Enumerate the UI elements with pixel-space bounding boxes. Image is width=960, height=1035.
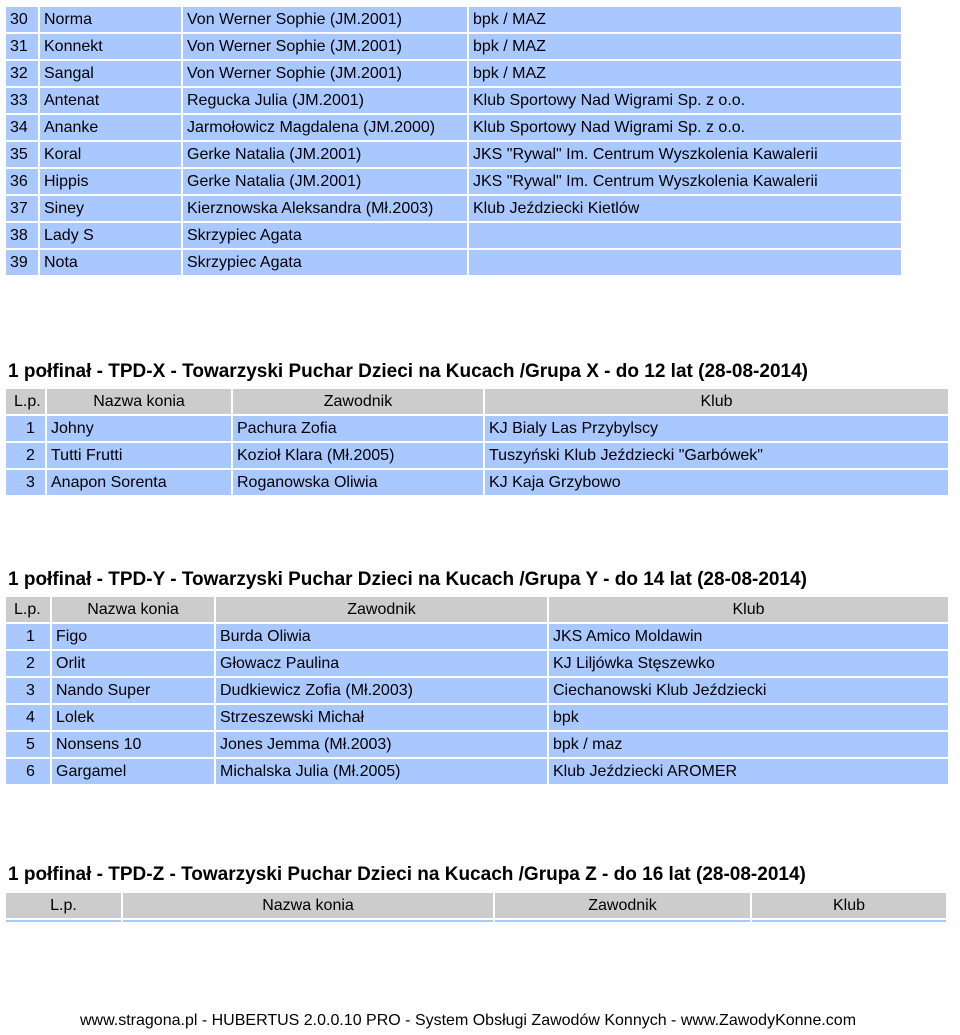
horse-cell	[123, 920, 493, 922]
club-cell: bpk / MAZ	[469, 34, 901, 59]
results-table-y	[4, 595, 950, 786]
header-lp: L.p.	[6, 389, 45, 414]
table-row	[6, 61, 901, 86]
header-club: Klub	[549, 597, 948, 622]
club-cell: Klub Sportowy Nad Wigrami Sp. z o.o.	[469, 88, 901, 113]
table-row	[6, 88, 901, 113]
footer-text: www.stragona.pl - HUBERTUS 2.0.0.10 PRO - System Obsługi Zawodów Konnych - www.ZawodyKonne.com	[80, 1012, 857, 1029]
horse-cell: Norma	[40, 7, 181, 32]
club-cell: Ciechanowski Klub Jeździecki	[549, 678, 948, 703]
horse-cell: Hippis	[40, 169, 181, 194]
table-row	[6, 169, 901, 194]
horse-cell: Johny	[47, 416, 231, 441]
lp-cell: 2	[6, 651, 50, 676]
club-cell: Klub Jeździecki AROMER	[549, 759, 948, 784]
horse-cell: Orlit	[52, 651, 214, 676]
table-row	[6, 732, 948, 757]
rider-cell: Kozioł Klara (Mł.2005)	[233, 443, 483, 468]
rider-cell	[495, 920, 750, 922]
lp-cell: 1	[6, 416, 45, 441]
club-cell: Klub Jeździecki Kietlów	[469, 196, 901, 221]
horse-cell: Koral	[40, 142, 181, 167]
header-horse: Nazwa konia	[47, 389, 231, 414]
club-cell: Tuszyński Klub Jeździecki "Garbówek"	[485, 443, 948, 468]
table-row	[6, 705, 948, 730]
lp-cell: 35	[6, 142, 38, 167]
results-table-x	[4, 387, 950, 497]
table-row	[6, 34, 901, 59]
rider-cell: Głowacz Paulina	[216, 651, 547, 676]
lp-cell: 4	[6, 705, 50, 730]
club-cell: KJ Liljówka Stęszewko	[549, 651, 948, 676]
rider-cell: Strzeszewski Michał	[216, 705, 547, 730]
table-row	[6, 416, 948, 441]
table-row	[6, 651, 948, 676]
table-header-row	[6, 389, 948, 414]
table-row	[6, 624, 948, 649]
horse-cell: Gargamel	[52, 759, 214, 784]
horse-cell: Nota	[40, 250, 181, 275]
section-title-y: 1 połfinał - TPD-Y - Towarzyski Puchar Dzieci na Kucach /Grupa Y - do 14 lat (28-08-2014)	[8, 569, 807, 590]
table-header-row	[6, 893, 946, 918]
header-club: Klub	[485, 389, 948, 414]
table-row	[6, 250, 901, 275]
lp-cell: 33	[6, 88, 38, 113]
rider-cell: Jones Jemma (Mł.2003)	[216, 732, 547, 757]
club-cell: bpk / MAZ	[469, 61, 901, 86]
club-cell: JKS Amico Moldawin	[549, 624, 948, 649]
club-cell: bpk / maz	[549, 732, 948, 757]
horse-cell: Figo	[52, 624, 214, 649]
club-cell	[469, 250, 901, 275]
table-row	[6, 920, 946, 922]
horse-cell: Nonsens 10	[52, 732, 214, 757]
club-cell: bpk	[549, 705, 948, 730]
header-club: Klub	[752, 893, 946, 918]
rider-cell: Gerke Natalia (JM.2001)	[183, 169, 467, 194]
table-row	[6, 196, 901, 221]
club-cell	[752, 920, 946, 922]
horse-cell: Ananke	[40, 115, 181, 140]
horse-cell: Sangal	[40, 61, 181, 86]
table-row	[6, 115, 901, 140]
club-cell: Klub Sportowy Nad Wigrami Sp. z o.o.	[469, 115, 901, 140]
horse-cell: Nando Super	[52, 678, 214, 703]
horse-cell: Lady S	[40, 223, 181, 248]
table-row	[6, 7, 901, 32]
club-cell: KJ Bialy Las Przybylscy	[485, 416, 948, 441]
lp-cell: 30	[6, 7, 38, 32]
header-horse: Nazwa konia	[52, 597, 214, 622]
rider-cell: Von Werner Sophie (JM.2001)	[183, 34, 467, 59]
section-title-x: 1 połfinał - TPD-X - Towarzyski Puchar Dzieci na Kucach /Grupa X - do 12 lat (28-08-2014)	[8, 361, 808, 382]
rider-cell: Michalska Julia (Mł.2005)	[216, 759, 547, 784]
horse-cell: Antenat	[40, 88, 181, 113]
club-cell: KJ Kaja Grzybowo	[485, 470, 948, 495]
club-cell: bpk / MAZ	[469, 7, 901, 32]
lp-cell: 3	[6, 470, 45, 495]
club-cell	[469, 223, 901, 248]
horse-cell: Konnekt	[40, 34, 181, 59]
horse-cell: Lolek	[52, 705, 214, 730]
rider-cell: Dudkiewicz Zofia (Mł.2003)	[216, 678, 547, 703]
rider-cell: Pachura Zofia	[233, 416, 483, 441]
club-cell: JKS "Rywal" Im. Centrum Wyszkolenia Kawalerii	[469, 142, 901, 167]
lp-cell: 1	[6, 624, 50, 649]
table-row	[6, 759, 948, 784]
lp-cell: 39	[6, 250, 38, 275]
table-row	[6, 142, 901, 167]
rider-cell: Jarmołowicz Magdalena (JM.2000)	[183, 115, 467, 140]
table-row	[6, 678, 948, 703]
table-row	[6, 223, 901, 248]
header-rider: Zawodnik	[233, 389, 483, 414]
lp-cell: 5	[6, 732, 50, 757]
lp-cell: 31	[6, 34, 38, 59]
rider-cell: Burda Oliwia	[216, 624, 547, 649]
header-horse: Nazwa konia	[123, 893, 493, 918]
rider-cell: Von Werner Sophie (JM.2001)	[183, 7, 467, 32]
rider-cell: Skrzypiec Agata	[183, 223, 467, 248]
header-lp: L.p.	[6, 597, 50, 622]
table-row	[6, 443, 948, 468]
lp-cell: 36	[6, 169, 38, 194]
table-row	[6, 470, 948, 495]
lp-cell: 38	[6, 223, 38, 248]
lp-cell: 3	[6, 678, 50, 703]
rider-cell: Roganowska Oliwia	[233, 470, 483, 495]
lp-cell: 6	[6, 759, 50, 784]
lp-cell: 32	[6, 61, 38, 86]
table-header-row	[6, 597, 948, 622]
rider-cell: Kierznowska Aleksandra (Mł.2003)	[183, 196, 467, 221]
lp-cell	[6, 920, 121, 922]
results-table-z	[4, 891, 948, 924]
rider-cell: Skrzypiec Agata	[183, 250, 467, 275]
horse-cell: Tutti Frutti	[47, 443, 231, 468]
horse-cell: Siney	[40, 196, 181, 221]
rider-cell: Regucka Julia (JM.2001)	[183, 88, 467, 113]
top-results-table	[4, 5, 903, 277]
header-lp: L.p.	[6, 893, 121, 918]
section-title-z: 1 połfinał - TPD-Z - Towarzyski Puchar Dzieci na Kucach /Grupa Z - do 16 lat (28-08-2014)	[8, 864, 806, 885]
header-rider: Zawodnik	[495, 893, 750, 918]
rider-cell: Von Werner Sophie (JM.2001)	[183, 61, 467, 86]
horse-cell: Anapon Sorenta	[47, 470, 231, 495]
lp-cell: 37	[6, 196, 38, 221]
club-cell: JKS "Rywal" Im. Centrum Wyszkolenia Kawalerii	[469, 169, 901, 194]
lp-cell: 2	[6, 443, 45, 468]
header-rider: Zawodnik	[216, 597, 547, 622]
rider-cell: Gerke Natalia (JM.2001)	[183, 142, 467, 167]
lp-cell: 34	[6, 115, 38, 140]
